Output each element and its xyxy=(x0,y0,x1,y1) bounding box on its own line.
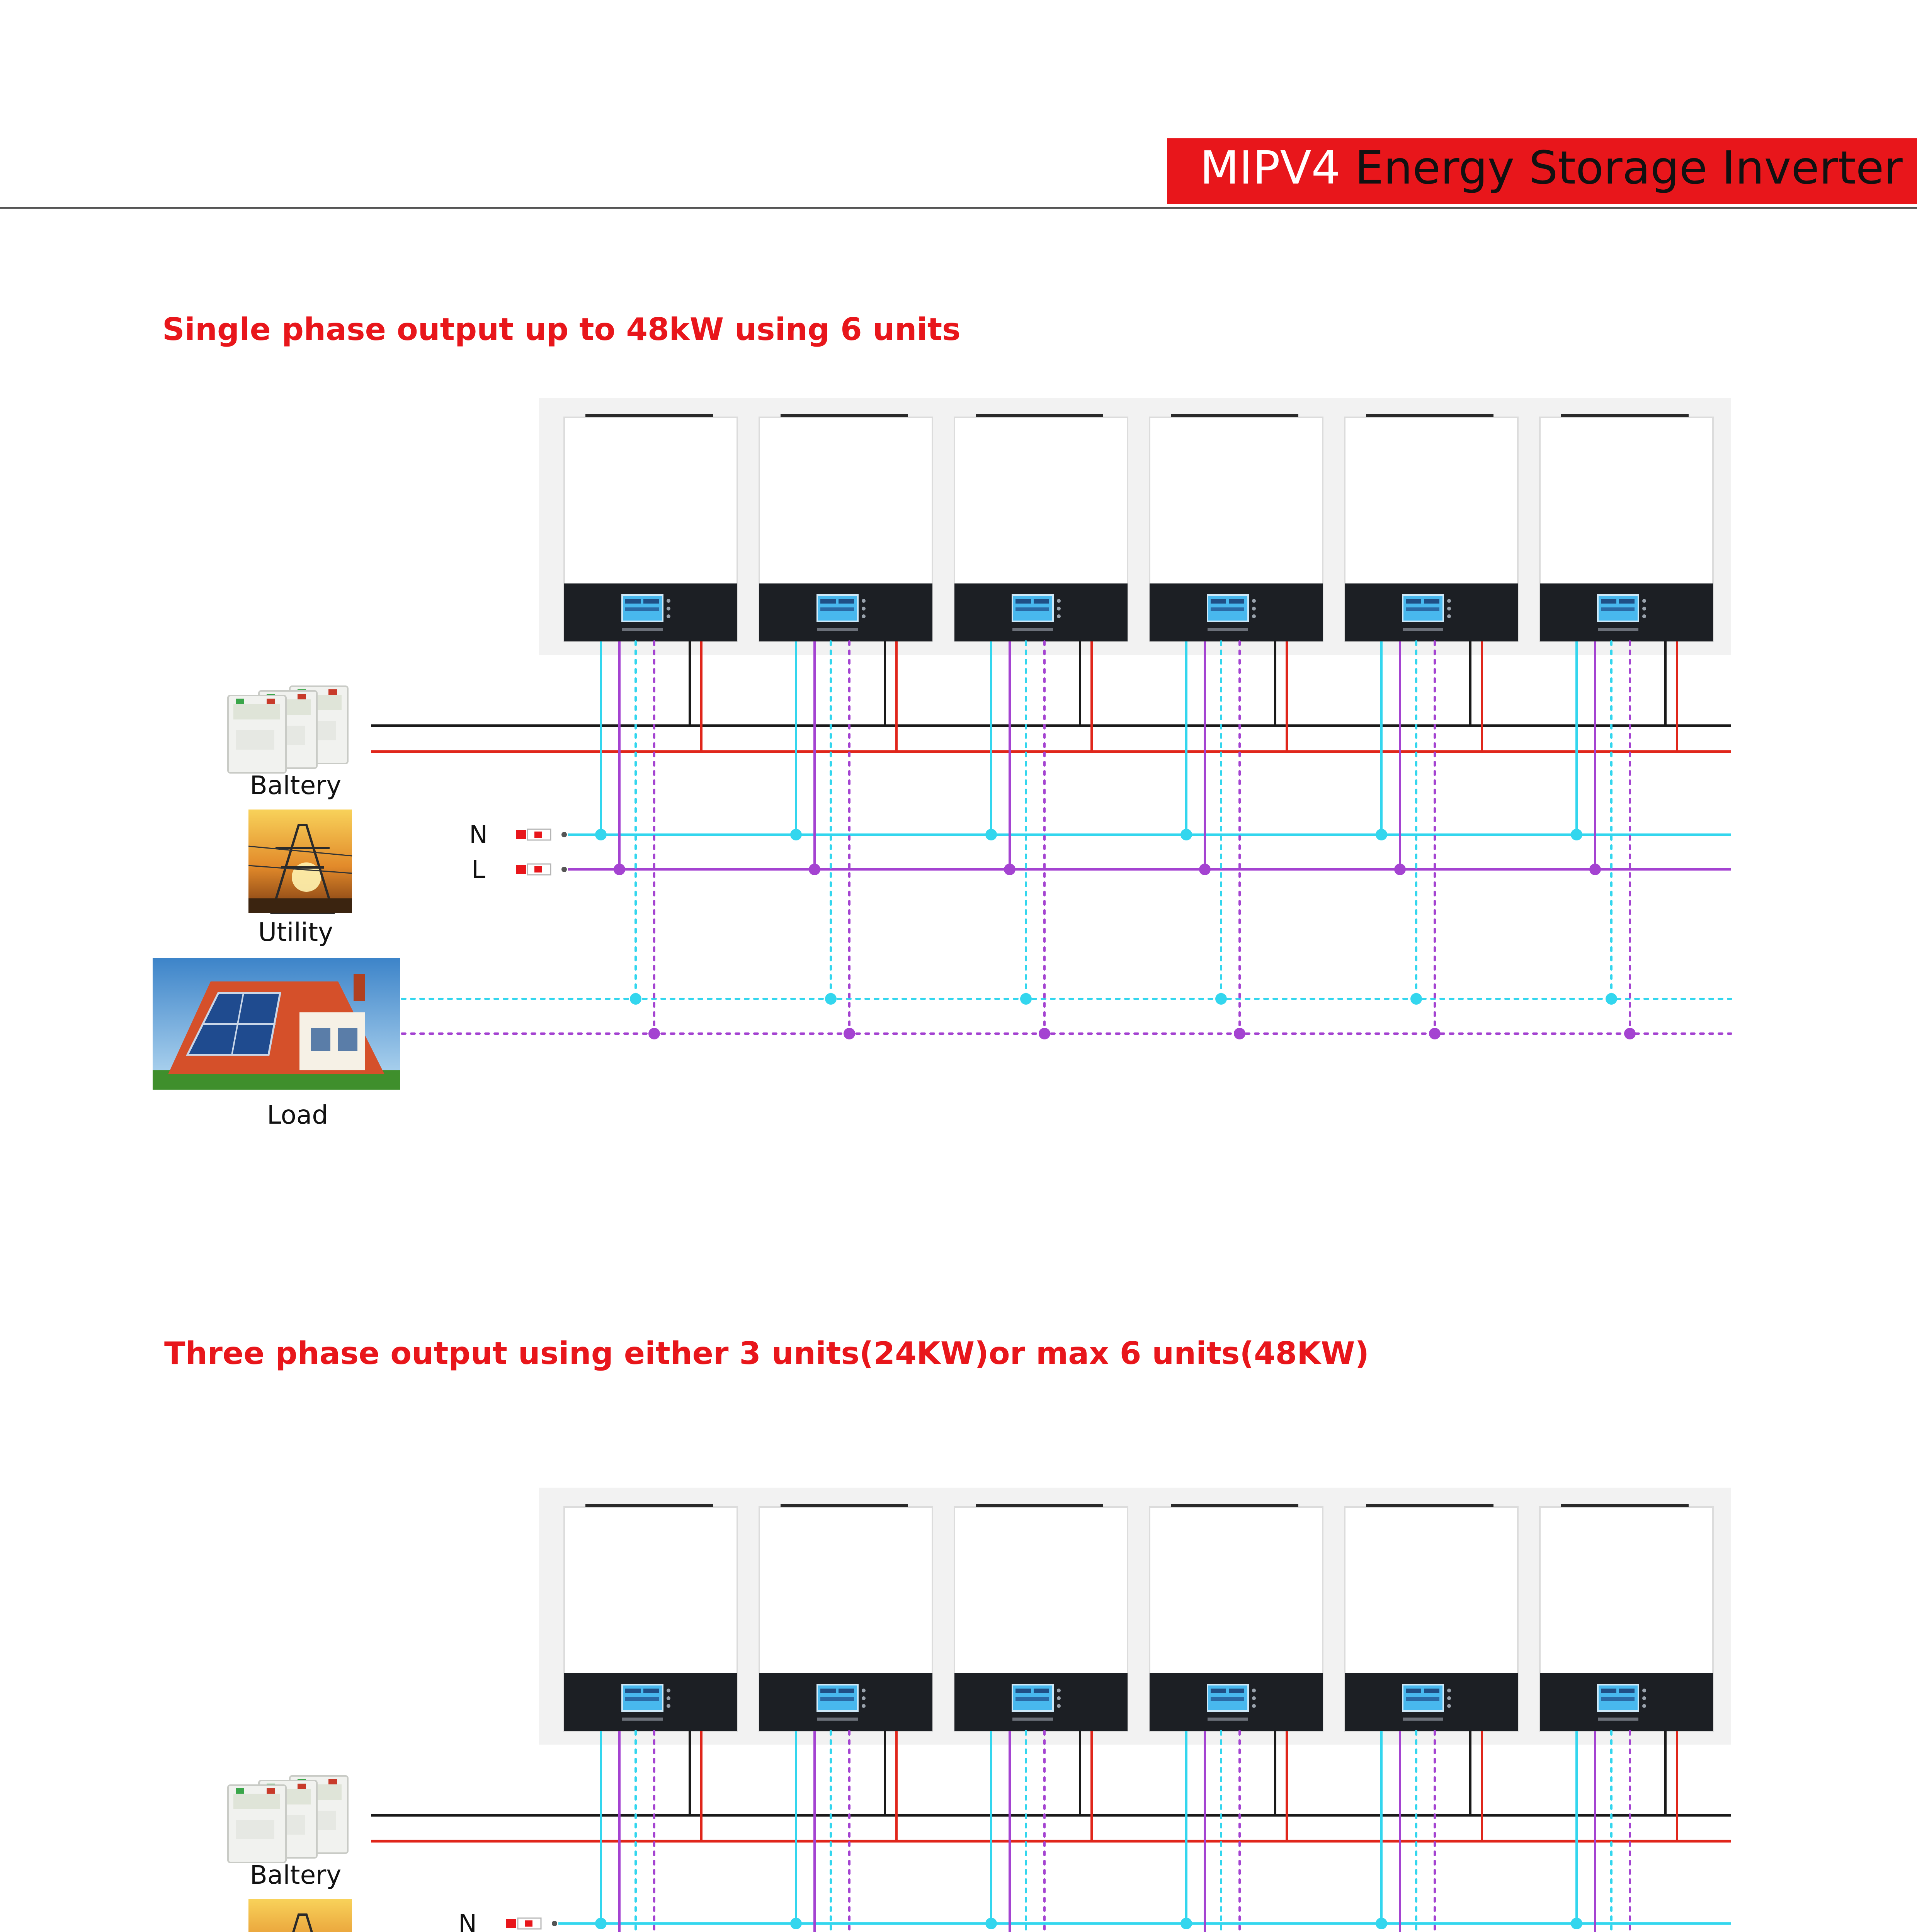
lcd-digit xyxy=(1601,1689,1616,1693)
lcd-bar xyxy=(1601,1697,1635,1701)
breaker-red xyxy=(506,1919,516,1928)
load-house-photo xyxy=(153,958,400,1090)
inverter-unit xyxy=(759,1504,932,1731)
inverter-top-edge xyxy=(1171,414,1298,417)
indicator-led xyxy=(1057,614,1061,618)
breaker-terminal xyxy=(561,867,567,872)
lcd-digit xyxy=(1424,599,1439,604)
ground xyxy=(248,898,352,913)
battery-terminal xyxy=(328,1779,337,1784)
utility-neutral-junction xyxy=(1571,1918,1582,1929)
lcd-digit xyxy=(1211,1689,1226,1693)
load-neutral-junction xyxy=(825,993,837,1005)
breaker-terminal xyxy=(561,832,567,837)
inverter-top-edge xyxy=(1171,1504,1298,1507)
utility-phase-junction xyxy=(1589,864,1601,875)
button-row xyxy=(622,1718,663,1721)
utility-neutral-junction xyxy=(985,1918,997,1929)
indicator-led xyxy=(1447,614,1451,618)
inverter-top-edge xyxy=(1366,414,1493,417)
utility-line-label: N xyxy=(458,1910,477,1932)
inverter-top-edge xyxy=(781,1504,908,1507)
indicator-led xyxy=(667,1704,670,1708)
load-phase-junction xyxy=(1429,1028,1441,1039)
lcd-digit xyxy=(1619,1689,1635,1693)
indicator-led xyxy=(1447,599,1451,603)
indicator-led xyxy=(667,1696,670,1700)
indicator-led xyxy=(862,1696,866,1700)
battery-label: Baltery xyxy=(250,1860,342,1890)
indicator-led xyxy=(1252,1704,1256,1708)
load-label: Load xyxy=(267,1100,328,1130)
indicator-led xyxy=(667,599,670,603)
inverter-top-edge xyxy=(585,1504,713,1507)
indicator-led xyxy=(1447,1689,1451,1692)
load-phase-junction xyxy=(648,1028,660,1039)
lcd-digit xyxy=(1406,1689,1421,1693)
utility-photo xyxy=(248,810,352,913)
indicator-led xyxy=(1642,607,1646,611)
lcd-bar xyxy=(1406,607,1439,611)
button-row xyxy=(1598,1718,1638,1721)
breaker-terminal xyxy=(552,1921,557,1926)
inverter-top-edge xyxy=(781,414,908,417)
load-neutral-junction xyxy=(1215,993,1227,1005)
inverter-unit xyxy=(1540,414,1713,641)
inverter-top-edge xyxy=(1561,1504,1689,1507)
battery-terminal xyxy=(236,699,244,704)
inverter-unit xyxy=(564,1504,737,1731)
breaker-red xyxy=(516,830,526,839)
indicator-led xyxy=(1057,1704,1061,1708)
lcd-digit xyxy=(1229,599,1244,604)
battery-icon xyxy=(228,1776,348,1862)
utility-photo xyxy=(248,1899,352,1932)
indicator-led xyxy=(862,1704,866,1708)
battery-label: Baltery xyxy=(250,770,342,800)
load-phase-junction xyxy=(844,1028,855,1039)
utility-neutral-junction xyxy=(595,829,607,840)
indicator-led xyxy=(1252,607,1256,611)
window-icon xyxy=(338,1028,357,1051)
load-neutral-junction xyxy=(1020,993,1032,1005)
section-title-single-phase: Single phase output up to 48kW using 6 units xyxy=(162,311,961,347)
lcd-digit xyxy=(1229,1689,1244,1693)
lcd-digit xyxy=(625,1689,641,1693)
lcd-digit xyxy=(820,1689,836,1693)
indicator-led xyxy=(667,1689,670,1692)
single-phase-diagram xyxy=(153,398,1731,1130)
battery-terminal xyxy=(298,1784,306,1789)
lcd-bar xyxy=(625,1697,659,1701)
lcd-bar xyxy=(1015,1697,1049,1701)
inverter-top-edge xyxy=(1366,1504,1493,1507)
utility-line-label: L xyxy=(471,855,485,884)
battery-plate xyxy=(236,730,274,750)
inverter-unit xyxy=(1345,1504,1518,1731)
lcd-bar xyxy=(625,607,659,611)
lcd-digit xyxy=(1015,1689,1031,1693)
button-row xyxy=(1012,628,1053,631)
lcd-digit xyxy=(625,599,641,604)
load-neutral-junction xyxy=(630,993,641,1005)
chimney-icon xyxy=(354,974,365,1001)
utility-phase-junction xyxy=(809,864,820,875)
button-row xyxy=(817,1718,858,1721)
inverter-unit xyxy=(954,414,1128,641)
utility-neutral-junction xyxy=(1376,1918,1387,1929)
utility-neutral-junction xyxy=(985,829,997,840)
indicator-led xyxy=(1252,1696,1256,1700)
breaker-icon xyxy=(516,829,567,840)
lcd-digit xyxy=(1619,599,1635,604)
indicator-led xyxy=(1057,599,1061,603)
indicator-led xyxy=(1057,1696,1061,1700)
utility-neutral-junction xyxy=(1571,829,1582,840)
indicator-led xyxy=(1642,1696,1646,1700)
lcd-digit xyxy=(1015,599,1031,604)
lcd-digit xyxy=(839,599,854,604)
load-neutral-junction xyxy=(1410,993,1422,1005)
three-phase-diagram xyxy=(153,1488,1731,1932)
button-row xyxy=(622,628,663,631)
inverter-unit xyxy=(759,414,932,641)
button-row xyxy=(1208,628,1248,631)
button-row xyxy=(1403,628,1443,631)
indicator-led xyxy=(1447,1704,1451,1708)
inverter-top-edge xyxy=(976,1504,1103,1507)
button-row xyxy=(817,628,858,631)
inverter-top-edge xyxy=(976,414,1103,417)
battery-icon xyxy=(228,686,348,773)
lcd-bar xyxy=(820,1697,854,1701)
lcd-digit xyxy=(643,599,659,604)
utility-phase-junction xyxy=(1394,864,1406,875)
load-phase-junction xyxy=(1039,1028,1050,1039)
inverter-top-edge xyxy=(1561,414,1689,417)
breaker-toggle xyxy=(534,832,542,838)
breaker-icon xyxy=(506,1918,557,1929)
battery-terminal xyxy=(267,699,275,704)
utility-neutral-junction xyxy=(790,1918,802,1929)
breaker-toggle xyxy=(534,866,542,872)
battery-terminal xyxy=(328,689,337,695)
utility-phase-junction xyxy=(1004,864,1015,875)
inverter-unit xyxy=(564,414,737,641)
utility-label: Utility xyxy=(258,917,333,947)
indicator-led xyxy=(1642,1704,1646,1708)
window-icon xyxy=(311,1028,330,1051)
inverter-top-edge xyxy=(585,414,713,417)
breaker-toggle xyxy=(525,1920,532,1927)
utility-neutral-junction xyxy=(1180,829,1192,840)
battery-terminal xyxy=(298,694,306,699)
lcd-bar xyxy=(1211,1697,1244,1701)
indicator-led xyxy=(862,614,866,618)
inverter-unit xyxy=(1150,1504,1323,1731)
indicator-led xyxy=(1447,1696,1451,1700)
indicator-led xyxy=(1642,599,1646,603)
lcd-digit xyxy=(1034,1689,1049,1693)
lcd-digit xyxy=(1601,599,1616,604)
utility-line-label: N xyxy=(469,821,488,849)
utility-neutral-junction xyxy=(1180,1918,1192,1929)
lcd-digit xyxy=(1211,599,1226,604)
lcd-digit xyxy=(839,1689,854,1693)
header-title: MIPV4 Energy Storage Inverter xyxy=(1200,141,1903,194)
load-neutral-junction xyxy=(1606,993,1617,1005)
lcd-digit xyxy=(1034,599,1049,604)
lcd-digit xyxy=(1406,599,1421,604)
lcd-bar xyxy=(1015,607,1049,611)
indicator-led xyxy=(667,614,670,618)
lcd-bar xyxy=(1406,1697,1439,1701)
inverter-unit xyxy=(1540,1504,1713,1731)
utility-neutral-junction xyxy=(595,1918,607,1929)
inverter-unit xyxy=(1345,414,1518,641)
indicator-led xyxy=(862,599,866,603)
utility-neutral-junction xyxy=(790,829,802,840)
utility-neutral-junction xyxy=(1376,829,1387,840)
indicator-led xyxy=(1252,614,1256,618)
indicator-led xyxy=(862,607,866,611)
battery-label xyxy=(233,1794,280,1809)
indicator-led xyxy=(1642,614,1646,618)
battery-label xyxy=(233,704,280,719)
lcd-digit xyxy=(643,1689,659,1693)
lcd-bar xyxy=(1211,607,1244,611)
load-phase-junction xyxy=(1234,1028,1245,1039)
battery-terminal xyxy=(236,1788,244,1794)
indicator-led xyxy=(667,607,670,611)
button-row xyxy=(1598,628,1638,631)
breaker-icon xyxy=(516,864,567,875)
lcd-bar xyxy=(1601,607,1635,611)
lcd-digit xyxy=(820,599,836,604)
button-row xyxy=(1208,1718,1248,1721)
section-title-three-phase: Three phase output using either 3 units(24KW)or max 6 units(48KW) xyxy=(164,1335,1369,1371)
button-row xyxy=(1403,1718,1443,1721)
indicator-led xyxy=(1252,1689,1256,1692)
load-phase-junction xyxy=(1624,1028,1636,1039)
utility-phase-junction xyxy=(1199,864,1211,875)
battery-plate xyxy=(236,1820,274,1839)
inverter-unit xyxy=(1150,414,1323,641)
battery-terminal xyxy=(267,1788,275,1794)
utility-phase-junction xyxy=(614,864,625,875)
indicator-led xyxy=(1642,1689,1646,1692)
inverter-unit xyxy=(954,1504,1128,1731)
indicator-led xyxy=(862,1689,866,1692)
indicator-led xyxy=(1057,1689,1061,1692)
indicator-led xyxy=(1252,599,1256,603)
button-row xyxy=(1012,1718,1053,1721)
indicator-led xyxy=(1057,607,1061,611)
lcd-digit xyxy=(1424,1689,1439,1693)
lcd-bar xyxy=(820,607,854,611)
breaker-red xyxy=(516,865,526,874)
indicator-led xyxy=(1447,607,1451,611)
